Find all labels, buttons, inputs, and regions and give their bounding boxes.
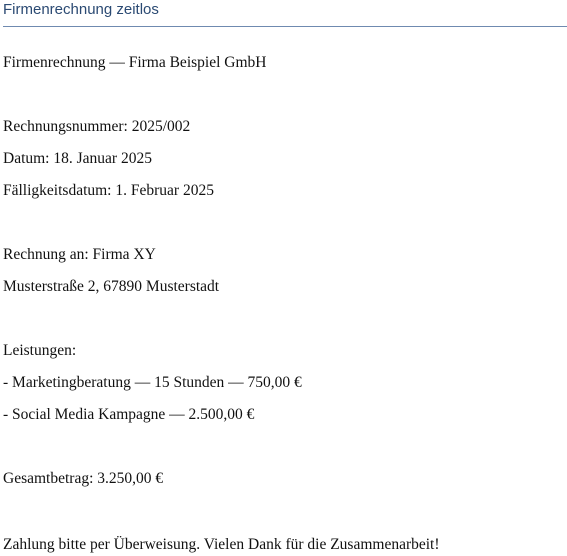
closing-note: Zahlung bitte per Überweisung. Vielen Dank für die Zusammenarbeit! <box>3 536 440 553</box>
document-title: Firmenrechnung zeitlos <box>3 1 159 18</box>
invoice-total: Gesamtbetrag: 3.250,00 € <box>3 470 164 487</box>
invoice-due-date: Fälligkeitsdatum: 1. Februar 2025 <box>3 182 214 199</box>
invoice-number: Rechnungsnummer: 2025/002 <box>3 118 191 135</box>
invoice-heading: Firmenrechnung — Firma Beispiel GmbH <box>3 54 267 71</box>
invoice-address: Musterstraße 2, 67890 Musterstadt <box>3 278 220 295</box>
document-header <box>3 0 567 27</box>
service-item: - Marketingberatung — 15 Stunden — 750,00 € <box>3 374 302 391</box>
services-label: Leistungen: <box>3 342 77 359</box>
invoice-recipient: Rechnung an: Firma XY <box>3 246 156 263</box>
service-item: - Social Media Kampagne — 2.500,00 € <box>3 406 255 423</box>
invoice-date: Datum: 18. Januar 2025 <box>3 150 152 167</box>
